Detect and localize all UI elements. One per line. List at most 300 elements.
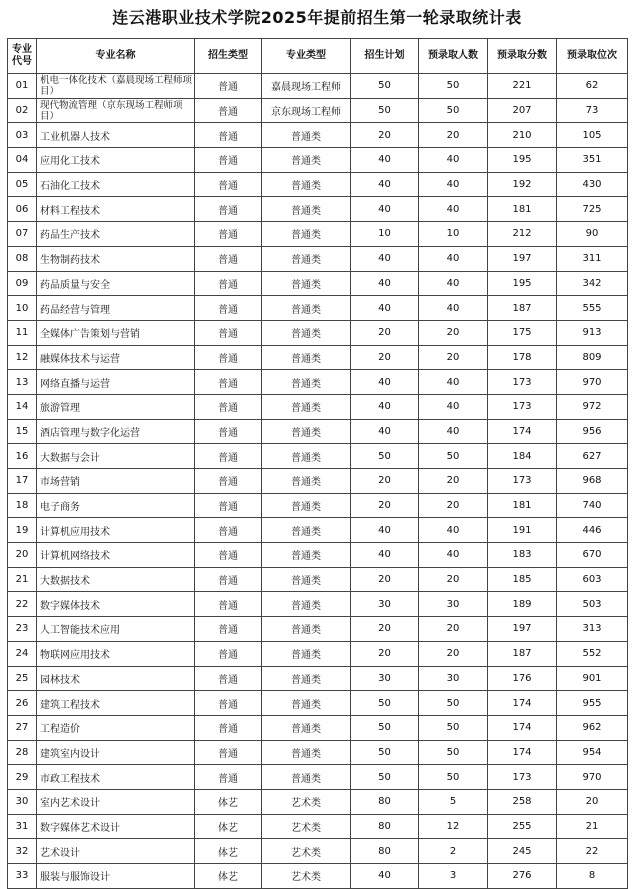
cell-admitted: 12 <box>419 814 488 839</box>
table-row <box>8 197 628 222</box>
cell-major-type: 普通类 <box>262 271 351 296</box>
cell-major-name: 药品经营与管理 <box>37 296 195 321</box>
cell-rank: 962 <box>557 715 628 740</box>
cell-enroll-type: 普通 <box>195 493 262 518</box>
cell-enroll-type: 普通 <box>195 740 262 765</box>
cell-score: 173 <box>488 370 557 395</box>
cell-score: 187 <box>488 296 557 321</box>
cell-major-name: 酒店管理与数字化运营 <box>37 419 195 444</box>
cell-major-name: 应用化工技术 <box>37 148 195 173</box>
cell-admitted: 40 <box>419 271 488 296</box>
cell-enroll-type: 普通 <box>195 394 262 419</box>
cell-rank: 90 <box>557 222 628 247</box>
cell-plan: 10 <box>351 222 419 247</box>
cell-code: 24 <box>8 641 37 666</box>
cell-code: 17 <box>8 469 37 494</box>
cell-admitted: 40 <box>419 419 488 444</box>
cell-plan: 50 <box>351 98 419 123</box>
cell-rank: 552 <box>557 641 628 666</box>
cell-major-type: 普通类 <box>262 567 351 592</box>
cell-admitted: 50 <box>419 715 488 740</box>
cell-code: 27 <box>8 715 37 740</box>
cell-admitted: 50 <box>419 98 488 123</box>
cell-enroll-type: 普通 <box>195 469 262 494</box>
header-major-name: 专业名称 <box>37 39 195 74</box>
table-row <box>8 172 628 197</box>
cell-major-name: 建筑室内设计 <box>37 740 195 765</box>
cell-score: 207 <box>488 98 557 123</box>
cell-enroll-type: 体艺 <box>195 814 262 839</box>
cell-score: 184 <box>488 444 557 469</box>
cell-major-type: 艺术类 <box>262 814 351 839</box>
cell-major-type: 艺术类 <box>262 789 351 814</box>
cell-score: 173 <box>488 765 557 790</box>
cell-admitted: 3 <box>419 864 488 889</box>
cell-code: 02 <box>8 98 37 123</box>
table-row <box>8 666 628 691</box>
cell-admitted: 50 <box>419 444 488 469</box>
cell-major-type: 普通类 <box>262 345 351 370</box>
cell-major-type: 普通类 <box>262 123 351 148</box>
header-admitted: 预录取人数 <box>419 39 488 74</box>
cell-enroll-type: 普通 <box>195 98 262 123</box>
cell-code: 28 <box>8 740 37 765</box>
cell-major-name: 药品生产技术 <box>37 222 195 247</box>
cell-plan: 80 <box>351 839 419 864</box>
table-row <box>8 394 628 419</box>
cell-score: 197 <box>488 246 557 271</box>
cell-rank: 627 <box>557 444 628 469</box>
cell-code: 06 <box>8 197 37 222</box>
table-row <box>8 271 628 296</box>
cell-major-type: 普通类 <box>262 148 351 173</box>
cell-major-type: 普通类 <box>262 543 351 568</box>
cell-enroll-type: 体艺 <box>195 839 262 864</box>
cell-enroll-type: 普通 <box>195 74 262 99</box>
cell-plan: 40 <box>351 864 419 889</box>
cell-admitted: 30 <box>419 592 488 617</box>
cell-major-type: 艺术类 <box>262 864 351 889</box>
cell-rank: 970 <box>557 765 628 790</box>
cell-major-type: 普通类 <box>262 493 351 518</box>
table-row <box>8 543 628 568</box>
cell-rank: 725 <box>557 197 628 222</box>
header-plan: 招生计划 <box>351 39 419 74</box>
cell-enroll-type: 普通 <box>195 518 262 543</box>
cell-rank: 972 <box>557 394 628 419</box>
cell-enroll-type: 普通 <box>195 320 262 345</box>
cell-enroll-type: 普通 <box>195 666 262 691</box>
cell-major-type: 普通类 <box>262 394 351 419</box>
cell-enroll-type: 普通 <box>195 617 262 642</box>
cell-major-name: 全媒体广告策划与营销 <box>37 320 195 345</box>
table-row <box>8 567 628 592</box>
cell-code: 04 <box>8 148 37 173</box>
cell-admitted: 40 <box>419 296 488 321</box>
header-major-type: 专业类型 <box>262 39 351 74</box>
cell-rank: 913 <box>557 320 628 345</box>
cell-major-name: 人工智能技术应用 <box>37 617 195 642</box>
cell-plan: 50 <box>351 765 419 790</box>
cell-code: 19 <box>8 518 37 543</box>
cell-major-name: 数字媒体技术 <box>37 592 195 617</box>
cell-rank: 956 <box>557 419 628 444</box>
cell-plan: 40 <box>351 543 419 568</box>
cell-rank: 446 <box>557 518 628 543</box>
cell-plan: 80 <box>351 789 419 814</box>
cell-rank: 342 <box>557 271 628 296</box>
cell-rank: 8 <box>557 864 628 889</box>
cell-enroll-type: 普通 <box>195 444 262 469</box>
cell-major-type: 普通类 <box>262 197 351 222</box>
cell-major-name: 市政工程技术 <box>37 765 195 790</box>
cell-code: 31 <box>8 814 37 839</box>
cell-major-type: 普通类 <box>262 246 351 271</box>
admission-table <box>7 38 628 889</box>
cell-major-name: 工程造价 <box>37 715 195 740</box>
cell-major-type: 普通类 <box>262 172 351 197</box>
cell-score: 178 <box>488 345 557 370</box>
cell-code: 29 <box>8 765 37 790</box>
cell-admitted: 40 <box>419 543 488 568</box>
cell-score: 276 <box>488 864 557 889</box>
cell-code: 12 <box>8 345 37 370</box>
cell-plan: 20 <box>351 469 419 494</box>
cell-admitted: 40 <box>419 148 488 173</box>
cell-code: 07 <box>8 222 37 247</box>
cell-major-name: 市场营销 <box>37 469 195 494</box>
cell-major-name: 物联网应用技术 <box>37 641 195 666</box>
cell-plan: 20 <box>351 123 419 148</box>
header-rank: 预录取位次 <box>557 39 628 74</box>
cell-admitted: 40 <box>419 518 488 543</box>
cell-plan: 40 <box>351 172 419 197</box>
table-row <box>8 814 628 839</box>
cell-code: 16 <box>8 444 37 469</box>
cell-major-name: 服装与服饰设计 <box>37 864 195 889</box>
cell-admitted: 50 <box>419 740 488 765</box>
header-code: 专业代号 <box>8 39 37 74</box>
cell-code: 30 <box>8 789 37 814</box>
cell-enroll-type: 体艺 <box>195 789 262 814</box>
table-row <box>8 444 628 469</box>
cell-major-type: 普通类 <box>262 666 351 691</box>
table-row <box>8 246 628 271</box>
cell-admitted: 20 <box>419 641 488 666</box>
cell-score: 174 <box>488 691 557 716</box>
cell-admitted: 10 <box>419 222 488 247</box>
header-score: 预录取分数 <box>488 39 557 74</box>
cell-code: 11 <box>8 320 37 345</box>
table-row <box>8 296 628 321</box>
cell-admitted: 20 <box>419 493 488 518</box>
cell-enroll-type: 普通 <box>195 370 262 395</box>
cell-major-type: 普通类 <box>262 740 351 765</box>
cell-admitted: 30 <box>419 666 488 691</box>
cell-plan: 50 <box>351 74 419 99</box>
cell-score: 191 <box>488 518 557 543</box>
cell-major-type: 普通类 <box>262 765 351 790</box>
cell-rank: 503 <box>557 592 628 617</box>
table-row <box>8 370 628 395</box>
cell-plan: 50 <box>351 715 419 740</box>
cell-enroll-type: 普通 <box>195 271 262 296</box>
cell-major-name: 园林技术 <box>37 666 195 691</box>
cell-code: 05 <box>8 172 37 197</box>
cell-plan: 40 <box>351 296 419 321</box>
cell-major-name: 药品质量与安全 <box>37 271 195 296</box>
cell-plan: 40 <box>351 246 419 271</box>
cell-rank: 105 <box>557 123 628 148</box>
cell-score: 173 <box>488 394 557 419</box>
cell-admitted: 40 <box>419 370 488 395</box>
cell-score: 255 <box>488 814 557 839</box>
cell-enroll-type: 普通 <box>195 419 262 444</box>
cell-admitted: 2 <box>419 839 488 864</box>
table-row <box>8 789 628 814</box>
table-row <box>8 839 628 864</box>
cell-major-name: 石油化工技术 <box>37 172 195 197</box>
cell-rank: 955 <box>557 691 628 716</box>
cell-plan: 40 <box>351 419 419 444</box>
table-row <box>8 469 628 494</box>
cell-major-name: 现代物流管理（京东现场工程师项目） <box>37 98 195 123</box>
cell-score: 195 <box>488 148 557 173</box>
cell-rank: 901 <box>557 666 628 691</box>
cell-enroll-type: 普通 <box>195 715 262 740</box>
cell-enroll-type: 普通 <box>195 222 262 247</box>
cell-major-type: 京东现场工程师 <box>262 98 351 123</box>
cell-rank: 313 <box>557 617 628 642</box>
cell-rank: 21 <box>557 814 628 839</box>
table-row <box>8 715 628 740</box>
cell-score: 221 <box>488 74 557 99</box>
cell-code: 18 <box>8 493 37 518</box>
cell-enroll-type: 普通 <box>195 592 262 617</box>
cell-plan: 20 <box>351 617 419 642</box>
cell-code: 32 <box>8 839 37 864</box>
cell-plan: 50 <box>351 740 419 765</box>
cell-score: 195 <box>488 271 557 296</box>
cell-rank: 740 <box>557 493 628 518</box>
cell-admitted: 40 <box>419 246 488 271</box>
cell-score: 174 <box>488 715 557 740</box>
cell-score: 181 <box>488 197 557 222</box>
cell-code: 23 <box>8 617 37 642</box>
header-row <box>8 39 628 74</box>
cell-code: 08 <box>8 246 37 271</box>
cell-plan: 30 <box>351 666 419 691</box>
cell-plan: 20 <box>351 320 419 345</box>
cell-plan: 50 <box>351 444 419 469</box>
cell-rank: 809 <box>557 345 628 370</box>
cell-code: 13 <box>8 370 37 395</box>
cell-enroll-type: 普通 <box>195 296 262 321</box>
cell-rank: 954 <box>557 740 628 765</box>
cell-rank: 970 <box>557 370 628 395</box>
cell-score: 173 <box>488 469 557 494</box>
cell-admitted: 20 <box>419 617 488 642</box>
cell-enroll-type: 普通 <box>195 172 262 197</box>
cell-enroll-type: 普通 <box>195 197 262 222</box>
cell-major-name: 融媒体技术与运营 <box>37 345 195 370</box>
cell-major-name: 生物制药技术 <box>37 246 195 271</box>
cell-admitted: 40 <box>419 172 488 197</box>
cell-enroll-type: 普通 <box>195 641 262 666</box>
table-row <box>8 740 628 765</box>
cell-enroll-type: 普通 <box>195 567 262 592</box>
cell-score: 183 <box>488 543 557 568</box>
table-row <box>8 864 628 889</box>
cell-major-name: 大数据技术 <box>37 567 195 592</box>
table-row <box>8 320 628 345</box>
cell-major-name: 网络直播与运营 <box>37 370 195 395</box>
cell-admitted: 50 <box>419 74 488 99</box>
cell-major-type: 普通类 <box>262 518 351 543</box>
cell-code: 01 <box>8 74 37 99</box>
cell-rank: 62 <box>557 74 628 99</box>
cell-admitted: 40 <box>419 197 488 222</box>
cell-plan: 40 <box>351 370 419 395</box>
cell-code: 10 <box>8 296 37 321</box>
cell-code: 20 <box>8 543 37 568</box>
cell-major-name: 计算机应用技术 <box>37 518 195 543</box>
table-row <box>8 419 628 444</box>
cell-plan: 50 <box>351 691 419 716</box>
cell-major-name: 建筑工程技术 <box>37 691 195 716</box>
cell-major-type: 普通类 <box>262 641 351 666</box>
cell-admitted: 20 <box>419 123 488 148</box>
table-row <box>8 592 628 617</box>
table-row <box>8 148 628 173</box>
cell-major-type: 普通类 <box>262 222 351 247</box>
table-row <box>8 222 628 247</box>
cell-admitted: 20 <box>419 567 488 592</box>
cell-admitted: 50 <box>419 765 488 790</box>
table-row <box>8 518 628 543</box>
table-row <box>8 345 628 370</box>
cell-plan: 20 <box>351 641 419 666</box>
cell-score: 181 <box>488 493 557 518</box>
cell-major-type: 普通类 <box>262 617 351 642</box>
cell-code: 33 <box>8 864 37 889</box>
cell-score: 174 <box>488 419 557 444</box>
cell-major-name: 计算机网络技术 <box>37 543 195 568</box>
cell-enroll-type: 普通 <box>195 148 262 173</box>
cell-score: 176 <box>488 666 557 691</box>
cell-major-name: 艺术设计 <box>37 839 195 864</box>
cell-code: 15 <box>8 419 37 444</box>
table-row <box>8 123 628 148</box>
cell-admitted: 20 <box>419 469 488 494</box>
cell-admitted: 40 <box>419 394 488 419</box>
cell-score: 174 <box>488 740 557 765</box>
cell-major-name: 旅游管理 <box>37 394 195 419</box>
cell-score: 197 <box>488 617 557 642</box>
cell-major-name: 电子商务 <box>37 493 195 518</box>
table-title: 连云港职业技术学院2025年提前招生第一轮录取统计表 <box>112 8 522 27</box>
cell-rank: 20 <box>557 789 628 814</box>
cell-plan: 20 <box>351 567 419 592</box>
cell-plan: 40 <box>351 271 419 296</box>
cell-major-name: 工业机器人技术 <box>37 123 195 148</box>
cell-rank: 22 <box>557 839 628 864</box>
cell-admitted: 5 <box>419 789 488 814</box>
header-enroll-type: 招生类型 <box>195 39 262 74</box>
table-row <box>8 493 628 518</box>
table-row <box>8 691 628 716</box>
cell-rank: 555 <box>557 296 628 321</box>
cell-major-type: 普通类 <box>262 715 351 740</box>
table-row <box>8 765 628 790</box>
cell-plan: 30 <box>351 592 419 617</box>
cell-score: 187 <box>488 641 557 666</box>
cell-code: 22 <box>8 592 37 617</box>
cell-major-type: 艺术类 <box>262 839 351 864</box>
cell-rank: 351 <box>557 148 628 173</box>
cell-major-type: 普通类 <box>262 419 351 444</box>
table-row <box>8 617 628 642</box>
cell-code: 25 <box>8 666 37 691</box>
cell-plan: 40 <box>351 518 419 543</box>
cell-enroll-type: 普通 <box>195 123 262 148</box>
table-row <box>8 74 628 99</box>
cell-major-type: 嘉晨现场工程师 <box>262 74 351 99</box>
cell-major-name: 数字媒体艺术设计 <box>37 814 195 839</box>
cell-major-type: 普通类 <box>262 691 351 716</box>
cell-major-name: 材料工程技术 <box>37 197 195 222</box>
cell-rank: 73 <box>557 98 628 123</box>
cell-rank: 311 <box>557 246 628 271</box>
cell-score: 189 <box>488 592 557 617</box>
cell-major-type: 普通类 <box>262 296 351 321</box>
cell-major-name: 室内艺术设计 <box>37 789 195 814</box>
cell-score: 212 <box>488 222 557 247</box>
cell-major-type: 普通类 <box>262 370 351 395</box>
cell-score: 210 <box>488 123 557 148</box>
cell-admitted: 50 <box>419 691 488 716</box>
cell-major-type: 普通类 <box>262 469 351 494</box>
cell-plan: 40 <box>351 394 419 419</box>
cell-major-type: 普通类 <box>262 320 351 345</box>
cell-score: 258 <box>488 789 557 814</box>
cell-admitted: 20 <box>419 320 488 345</box>
cell-enroll-type: 普通 <box>195 246 262 271</box>
cell-code: 26 <box>8 691 37 716</box>
cell-enroll-type: 普通 <box>195 691 262 716</box>
cell-score: 192 <box>488 172 557 197</box>
cell-plan: 20 <box>351 345 419 370</box>
cell-score: 185 <box>488 567 557 592</box>
cell-code: 09 <box>8 271 37 296</box>
cell-major-type: 普通类 <box>262 592 351 617</box>
cell-enroll-type: 普通 <box>195 345 262 370</box>
cell-code: 14 <box>8 394 37 419</box>
cell-rank: 603 <box>557 567 628 592</box>
cell-score: 245 <box>488 839 557 864</box>
cell-code: 03 <box>8 123 37 148</box>
cell-enroll-type: 普通 <box>195 765 262 790</box>
cell-enroll-type: 普通 <box>195 543 262 568</box>
cell-plan: 40 <box>351 148 419 173</box>
cell-plan: 40 <box>351 197 419 222</box>
cell-score: 175 <box>488 320 557 345</box>
cell-code: 21 <box>8 567 37 592</box>
cell-rank: 430 <box>557 172 628 197</box>
cell-major-name: 机电一体化技术（嘉晨现场工程师项目） <box>37 74 195 99</box>
cell-plan: 80 <box>351 814 419 839</box>
cell-admitted: 20 <box>419 345 488 370</box>
